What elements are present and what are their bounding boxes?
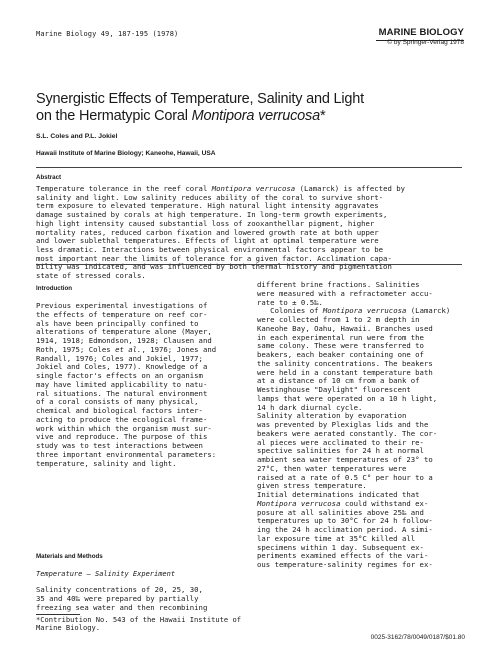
body-line: single factor's effects on an organism [36,371,203,380]
abstract-line: high light intensity caused substantial loss of zooxanthellar pigment, higher [36,218,375,228]
body-line: were measured with a refractometer accu- [257,288,433,298]
body-line: same colony. These were transferred to [257,341,424,351]
body-line: freezing sea water and then recombining [36,602,208,612]
body-line: Jokiel and Coles, 1977). Knowledge of a [36,362,208,372]
body-line: als have been principally confined to [36,318,199,328]
body-line: of a coral consists of many physical, [36,397,199,407]
right-column-body [257,281,465,570]
abstract-line: salinity and light. Low salinity reduces ability of the coral to survive short- [36,192,384,202]
introduction-heading: Introduction [36,285,73,292]
body-line: beakers were aerated constantly. The cor- [257,428,438,438]
abstract-line: most important near the limits of tolerance for a given factor. Acclimation capa- [36,253,392,263]
body-line: work within which the organism must sur- [36,423,212,433]
journal-masthead [379,27,464,46]
body-line: Randall, 1976; Coles and Jokiel, 1977; [36,353,203,363]
masthead-rule [376,40,464,41]
body-line: given stress temperature. [257,481,367,491]
body-line: Salinity alteration by evaporation [257,411,407,421]
body-line: ambient sea water temperatures of 23° to [257,455,433,464]
body-line: 1914, 1918; Edmondson, 1928; Clausen and [36,336,212,345]
body-line: the salinity concentrations. The beakers [257,358,433,368]
body-line: alterations of temperature alone (Mayer, [36,327,212,337]
body-line: rate to ± 0.5‰. [257,297,323,307]
abstract-body [36,185,462,281]
body-line: the effects of temperature on reef cor- [36,309,208,319]
body-line: 27°C, then water temperatures were [257,463,407,473]
body-line: beakers, each beaker containing one of [257,350,424,359]
body-line: spective salinities for 24 h at normal [257,446,424,456]
body-line: temperature, salinity and light. [36,458,177,468]
body-line: three important environmental parameters: [36,449,217,459]
introduction-body [36,302,244,468]
journal-citation: Marine Biology 49, 187-195 (1978) [36,30,179,38]
footnote-line: Marine Biology. [36,623,101,633]
methods-heading: Materials and Methods [36,553,103,560]
body-line: ral situations. The natural environment [36,388,208,398]
body-line: 14 h dark diurnal cycle. [257,402,363,412]
title-line-2: on the Hermatypic Coral [36,108,192,124]
title-footnote-mark: * [319,108,326,124]
body-line: ing the 24 h acclimation period. A simi- [257,525,433,534]
abstract-rule-top [36,167,462,168]
abstract-line: state of stressed corals. [36,271,146,281]
title-species: Montipora verrucosa [191,108,320,124]
body-line: were held in a constant temperature bath [257,367,433,377]
abstract-line: less dramatic. Interactions between physical environmental factors appear to be [36,244,384,254]
body-line: different brine fractions. Salinities [257,280,420,289]
body-line: at a distance of 10 cm from a bank of [257,376,420,386]
body-line: al pieces were acclimated to their re- [257,437,424,447]
body-line: Initial determinations indicated that [257,490,420,499]
body-line: lar exposure time at 35°C killed all [257,533,416,543]
body-line: specimens within 1 day. Subsequent ex- [257,542,424,552]
body-line: ous temperature-salinity regimes for ex- [257,560,433,569]
author-affiliation: Hawaii Institute of Marine Biology; Kaneohe, Hawaii, USA [36,150,216,157]
body-line: acting to produce the ecological frame- [36,414,208,424]
body-line: periments examined effects of the vari- [257,551,429,561]
abstract-line: mortality rates, reduced carbon fixation and lowered growth rate at both upper [36,227,379,237]
body-line: may have limited applicability to natu- [36,379,208,389]
abstract-line: Temperature tolerance in the reef coral Montipora verrucosa (Lamarck) is affected by [36,184,406,193]
body-line: Westinghouse "Daylight" fluorescent [257,385,411,394]
body-line: Previous experimental investigations of [36,301,208,310]
body-line: Colonies of Montipora verrucosa (Lamarck) [257,306,451,316]
body-line: temperatures up to 30°C for 24 h follow- [257,516,433,526]
body-line: was prevented by Plexiglas lids and the [257,420,429,429]
methods-subheading: Temperature — Salinity Experiment [36,570,176,578]
title-line-1: Synergistic Effects of Temperature, Salinity and Light [36,91,364,107]
body-line: Montipora verrucosa could withstand ex- [257,498,429,508]
article-authors: S.L. Coles and P.L. Jokiel [36,133,118,140]
article-title [36,91,456,125]
body-line: raised at a rate of 0.5 C° per hour to a [257,472,433,482]
abstract-heading: Abstract [36,174,62,181]
footnote [36,616,241,633]
body-line: study was to test interactions between [36,441,203,450]
body-line: 35 and 40‰ were prepared by partially [36,593,199,603]
journal-name: MARINE BIOLOGY [378,27,464,38]
document-identifier: 0025-3162/78/0049/0187/$01.80 [370,634,465,641]
footnote-line: *Contribution No. 543 of the Hawaii Institute of [36,615,241,624]
body-line: Roth, 1975; Coles et al., 1976; Jones and [36,344,217,354]
body-line: posure at all salinities above 25‰ and [257,507,424,517]
abstract-line: damage sustained by corals at high temperature. In long-term growth experiments, [36,210,388,220]
body-line: Salinity concentrations of 20, 25, 30, [36,585,203,594]
body-line: vive and reproduce. The purpose of this [36,432,208,442]
body-line: in each experimental run were from the [257,332,424,342]
body-line: lamps that were operated on a 10 h light, [257,393,438,403]
abstract-line: term exposure to elevated temperature. High natural light intensity aggravates [36,201,379,211]
body-line: Kaneohe Bay, Oahu, Hawaii. Branches used [257,323,433,333]
methods-body [36,586,244,612]
right-column [257,281,465,570]
abstract-line: bility was indicated, and was influenced by both thermal history and pigmentation [36,262,392,272]
abstract-line: and lower sublethal temperatures. Effects of light at optimal temperature were [36,236,379,246]
abstract-rule-bottom [36,264,462,265]
body-line: were collected from 1 to 2 m depth in [257,315,420,324]
body-line: chemical and biological factors inter- [36,406,203,415]
journal-copyright: © by Springer-Verlag 1978 [387,39,464,46]
